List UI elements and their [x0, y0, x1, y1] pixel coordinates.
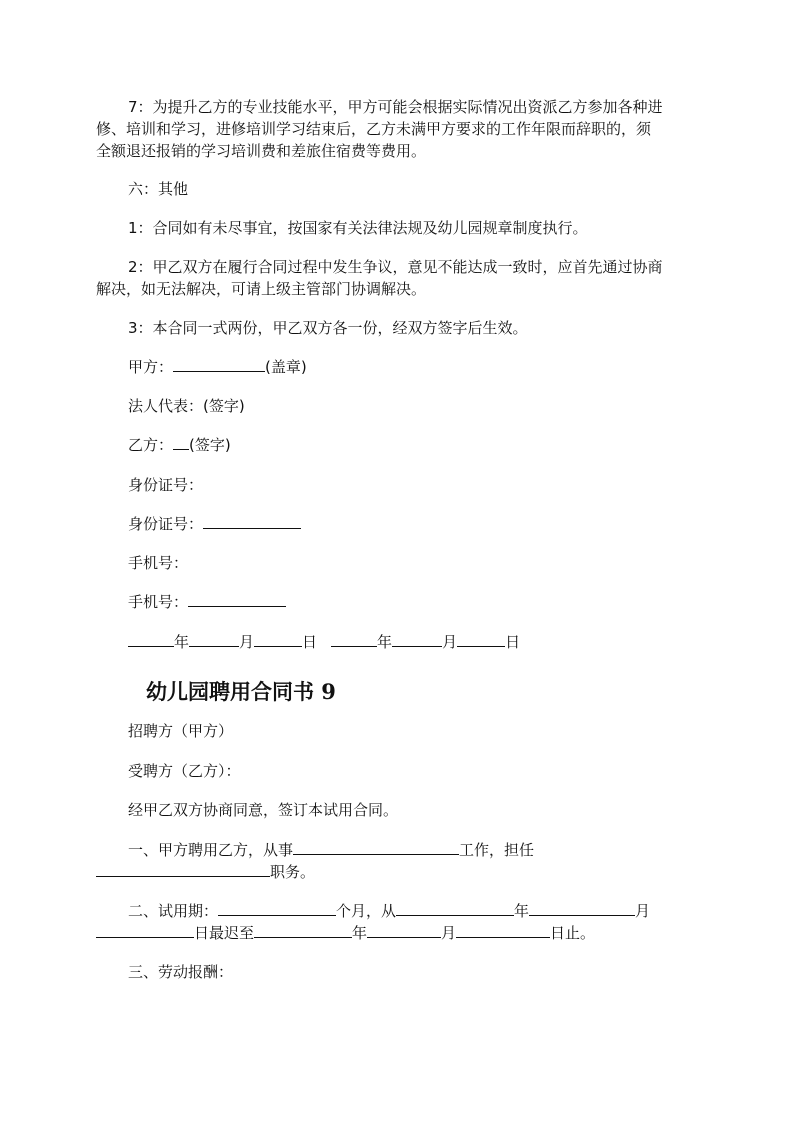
clause-1-line-2	[96, 861, 315, 883]
clause-1-text: 工作，担任	[459, 841, 535, 859]
end-year-blank	[254, 922, 352, 938]
clause-1-text: 一、甲方聘用乙方，从事	[128, 841, 294, 859]
id-blank	[203, 513, 301, 529]
phone-blank	[188, 591, 286, 607]
paragraph-7-line-1: 7：为提升乙方的专业技能水平，甲方可能会根据实际情况出资派乙方参加各种进	[128, 98, 663, 116]
id-label-2: 身份证号：	[128, 515, 204, 533]
start-month-blank	[529, 900, 635, 916]
phone-label-2: 手机号：	[128, 593, 189, 611]
contract-title: 幼儿园聘用合同书 9	[146, 679, 336, 704]
phone-line-2	[128, 591, 286, 613]
party-b-signature-line	[128, 434, 231, 456]
legal-rep-line: 法人代表：(签字)	[128, 397, 245, 415]
date-blank	[392, 631, 442, 647]
paragraph-7-line-2: 修、培训和学习，进修培训学习结束后，乙方未满甲方要求的工作年限而辞职的，须	[96, 120, 652, 138]
clause-2-line-1	[128, 900, 650, 922]
clause-2-text: 个月，从	[336, 902, 397, 920]
party-a-seal: (盖章)	[265, 358, 307, 376]
phone-line-1: 手机号：	[128, 554, 189, 572]
employee-line: 受聘方（乙方）：	[128, 762, 241, 780]
clause-2-text: 日止。	[550, 924, 596, 942]
clause-2-line-2	[96, 922, 595, 944]
other-item-2-line-1: 2：甲乙双方在履行合同过程中发生争议，意见不能达成一致时，应首先通过协商	[128, 258, 663, 276]
heading-other: 六：其他	[128, 180, 189, 198]
date-blank	[189, 631, 239, 647]
clause-2-text: 月	[635, 902, 651, 920]
party-b-sign: (签字)	[189, 436, 231, 454]
employer-line: 招聘方（甲方）	[128, 722, 234, 740]
end-month-blank	[367, 922, 441, 938]
intro-line: 经甲乙双方协商同意，签订本试用合同。	[128, 801, 399, 819]
start-day-blank	[96, 922, 194, 938]
paragraph-7-line-3: 全额退还报销的学习培训费和差旅住宿费等费用。	[96, 142, 427, 160]
date-month-label: 月	[442, 633, 458, 651]
months-blank	[218, 900, 336, 916]
clause-2-text: 月	[441, 924, 457, 942]
date-year-label: 年	[174, 633, 190, 651]
date-day-label: 日	[505, 633, 521, 651]
clause-2-text: 年	[352, 924, 368, 942]
id-number-line-2	[128, 513, 301, 535]
other-item-3: 3：本合同一式两份，甲乙双方各一份，经双方签字后生效。	[128, 319, 528, 337]
date-day-label: 日	[302, 633, 318, 651]
date-month-label: 月	[239, 633, 255, 651]
clause-1-line-1	[128, 839, 534, 861]
party-b-label: 乙方：	[128, 436, 174, 454]
date-blank	[457, 631, 505, 647]
clause-1-text: 职务。	[270, 863, 316, 881]
job-blank	[293, 839, 459, 855]
date-line	[128, 631, 520, 653]
clause-2-text: 二、试用期：	[128, 902, 219, 920]
party-a-label: 甲方：	[128, 358, 174, 376]
party-b-blank	[173, 434, 189, 450]
other-item-2-line-2: 解决，如无法解决，可请上级主管部门协调解决。	[96, 280, 427, 298]
date-year-label: 年	[377, 633, 393, 651]
start-year-blank	[396, 900, 514, 916]
date-blank	[128, 631, 174, 647]
position-blank	[96, 861, 270, 877]
end-day-blank	[456, 922, 550, 938]
date-blank	[254, 631, 302, 647]
clause-2-text: 年	[514, 902, 530, 920]
other-item-1: 1：合同如有未尽事宜，按国家有关法律法规及幼儿园规章制度执行。	[128, 219, 588, 237]
id-number-line-1: 身份证号：	[128, 476, 204, 494]
date-blank	[331, 631, 377, 647]
clause-2-text: 日最迟至	[194, 924, 255, 942]
party-a-blank	[173, 356, 265, 372]
party-a-signature-line	[128, 356, 307, 378]
clause-3-line: 三、劳动报酬：	[128, 963, 234, 981]
